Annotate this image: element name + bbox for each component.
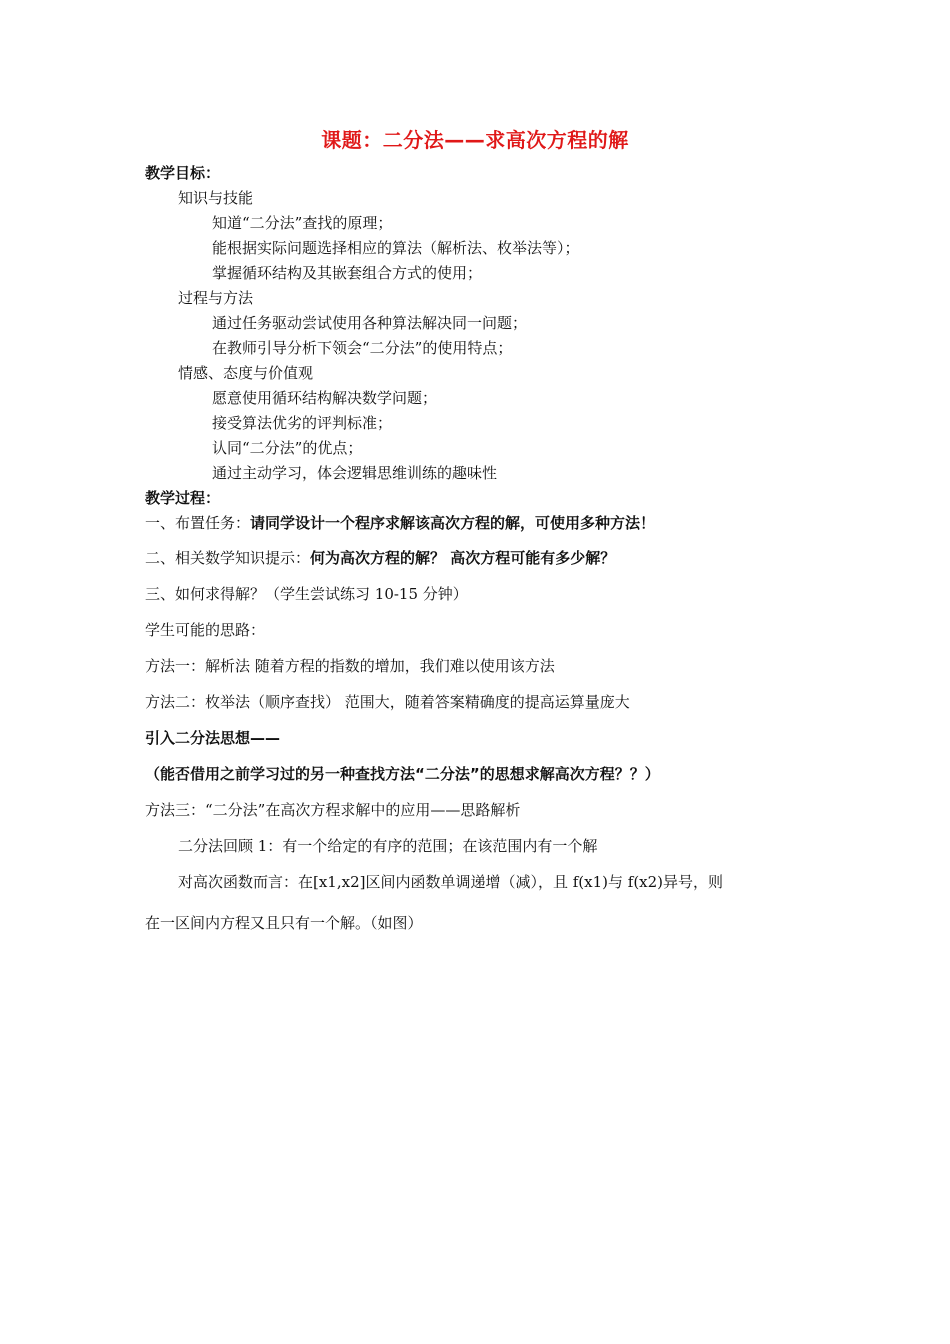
step-1 xyxy=(145,513,655,533)
process-method-label: 过程与方法 xyxy=(178,289,254,307)
knowledge-item: 掌握循环结构及其嵌套组合方式的使用； xyxy=(212,264,483,282)
step-1-task: 请同学设计一个程序求解该高次方程的解，可使用多种方法！ xyxy=(250,514,656,532)
step-3: 三、如何求得解？（学生尝试练习 10-15 分钟） xyxy=(145,585,468,603)
knowledge-label: 知识与技能 xyxy=(178,189,254,207)
method-1: 方法一：解析法 随着方程的指数的增加，我们难以使用该方法 xyxy=(145,657,555,675)
step-2-question: 何为高次方程的解？ 高次方程可能有多少解？ xyxy=(310,549,616,567)
emotion-item: 认同“二分法”的优点； xyxy=(212,439,363,457)
method-2: 方法二：枚举法（顺序查找） 范围大，随着答案精确度的提高运算量庞大 xyxy=(145,693,630,711)
student-thinking: 学生可能的思路： xyxy=(145,621,266,639)
page-title: 课题：二分法——求高次方程的解 xyxy=(321,128,629,152)
bisection-question: （能否借用之前学习过的另一种查找方法“二分法”的思想求解高次方程？？） xyxy=(145,765,660,783)
function-condition-cont: 在一区间内方程又且只有一个解。（如图） xyxy=(145,914,423,932)
goals-heading: 教学目标： xyxy=(145,164,221,182)
process-heading: 教学过程： xyxy=(145,489,221,507)
knowledge-item: 知道“二分法”查找的原理； xyxy=(212,214,393,232)
intro-bisection: 引入二分法思想—— xyxy=(145,729,281,747)
process-method-item: 通过任务驱动尝试使用各种算法解决同一问题； xyxy=(212,314,528,332)
emotion-item: 通过主动学习，体会逻辑思维训练的趣味性 xyxy=(212,464,498,482)
step-1-prefix: 一、布置任务： xyxy=(145,514,251,532)
function-condition: 对高次函数而言：在[x1,x2]区间内函数单调递增（减），且 f(x1)与 f(x2)异号，则 xyxy=(178,873,724,891)
step-2 xyxy=(145,548,615,568)
method-3: 方法三：“二分法”在高次方程求解中的应用——思路解析 xyxy=(145,801,521,819)
knowledge-item: 能根据实际问题选择相应的算法（解析法、枚举法等）； xyxy=(212,239,580,257)
step-2-prefix: 二、相关数学知识提示： xyxy=(145,549,311,567)
emotion-label: 情感、态度与价值观 xyxy=(178,364,314,382)
bisection-review: 二分法回顾 1：有一个给定的有序的范围；在该范围内有一个解 xyxy=(178,837,598,855)
process-method-item: 在教师引导分析下领会“二分法”的使用特点； xyxy=(212,339,513,357)
emotion-item: 愿意使用循环结构解决数学问题； xyxy=(212,389,438,407)
emotion-item: 接受算法优劣的评判标准； xyxy=(212,414,393,432)
